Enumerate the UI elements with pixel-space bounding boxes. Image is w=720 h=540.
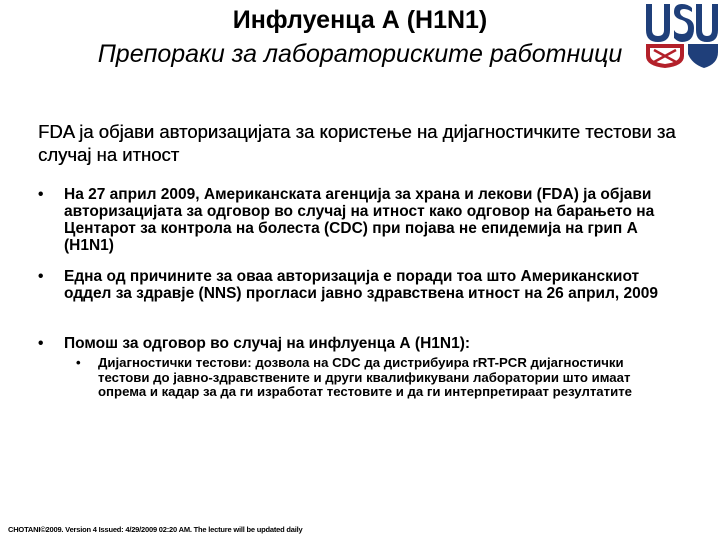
slide-title: Инфлуенца А (H1N1) xyxy=(232,6,488,34)
slide-subtitle: Препораки за лабораториските работници xyxy=(97,40,623,68)
bullet-marker: • xyxy=(38,268,44,285)
slide-heading: FDA ја објави авторизацијата за користење на дијагностичките тестови за случај на итност xyxy=(38,121,676,165)
footer-note: CHOTANI©2009. Version 4 Issued: 4/29/2009 02:20 AM. The lecture will be updated daily xyxy=(8,525,303,534)
sub-bullet-marker: • xyxy=(76,355,81,370)
bullet-text: На 27 април 2009, Американската агенција за храна и лекови (FDA) ја објави авторизацијата за одговор во случај на итност како одговор на барањето на Центарот за контрола на болеста (CDC) при појава не епидемија на грип А (H1N1) xyxy=(64,186,655,254)
bullet-marker: • xyxy=(38,335,44,352)
usu-logo-icon xyxy=(644,2,720,68)
bullet-marker: • xyxy=(38,186,44,203)
bullet-text: Една од причините за оваа авторизација е поради тоа што Американскиот оддел за здравје (NNS) прогласи јавно здравствена итност на 26 април, 2009 xyxy=(64,268,659,302)
sub-bullet-text: Дијагностички тестови: дозвола на CDC да дистрибуира rRT-PCR дијагностички тестови до јавно-здравствените и други квалификувани лаборатории што имаат опрема и кадар за да ги изработат тестовите и да ги интерпретираат резултатите xyxy=(98,355,632,400)
bullet-text: Помош за одговор во случај на инфлуенца А (H1N1): xyxy=(64,335,471,352)
